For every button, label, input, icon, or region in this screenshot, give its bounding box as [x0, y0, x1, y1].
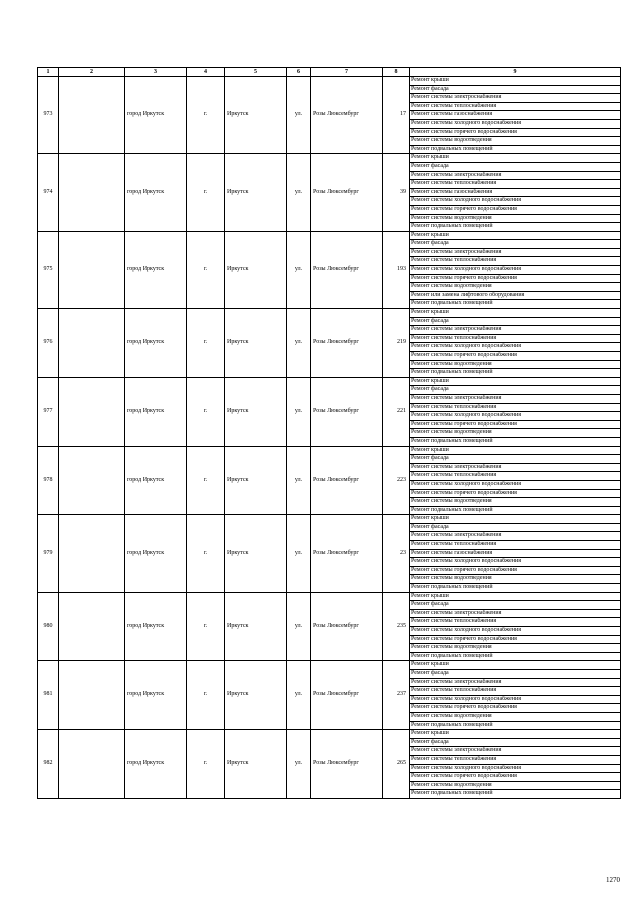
row-number: 975: [38, 231, 59, 308]
municipality-cell: [59, 730, 125, 799]
work-item: Ремонт системы электроснабжения: [410, 532, 621, 541]
work-item: Ремонт системы холодного водоснабжения: [410, 695, 621, 704]
city-cell: Иркутск: [225, 446, 287, 515]
municipality-cell: [59, 154, 125, 231]
street-type-cell: ул.: [287, 231, 311, 308]
work-item: Ремонт системы холодного водоснабжения: [410, 119, 621, 128]
header-cell: 7: [311, 68, 383, 77]
work-item: Ремонт системы газоснабжения: [410, 111, 621, 120]
work-item: Ремонт крыши: [410, 309, 621, 318]
work-item: Ремонт системы электроснабжения: [410, 94, 621, 103]
work-item: Ремонт подвальных помещений: [410, 506, 621, 515]
work-item: Ремонт системы теплоснабжения: [410, 334, 621, 343]
settlement-cell: город Иркутск: [125, 446, 187, 515]
street-cell: Розы Люксембург: [311, 77, 383, 154]
street-type-cell: ул.: [287, 730, 311, 799]
work-item: Ремонт системы холодного водоснабжения: [410, 266, 621, 275]
work-item: Ремонт системы холодного водоснабжения: [410, 343, 621, 352]
city-cell: Иркутск: [225, 309, 287, 378]
work-item: Ремонт системы электроснабжения: [410, 463, 621, 472]
table-row: [38, 231, 621, 240]
work-item: Ремонт фасада: [410, 523, 621, 532]
work-item: Ремонт системы холодного водоснабжения: [410, 558, 621, 567]
locality-type-cell: г.: [187, 446, 225, 515]
header-cell: 6: [287, 68, 311, 77]
work-item: Ремонт системы газоснабжения: [410, 549, 621, 558]
table-row: [38, 309, 621, 318]
work-item: Ремонт системы теплоснабжения: [410, 257, 621, 266]
table-row: [38, 154, 621, 163]
work-item: Ремонт подвальных помещений: [410, 145, 621, 154]
city-cell: Иркутск: [225, 231, 287, 308]
work-item: Ремонт системы холодного водоснабжения: [410, 412, 621, 421]
work-item: Ремонт системы холодного водоснабжения: [410, 627, 621, 636]
page-number: 1270: [606, 876, 620, 884]
row-number: 979: [38, 515, 59, 592]
city-cell: Иркутск: [225, 661, 287, 730]
work-item: Ремонт фасада: [410, 386, 621, 395]
work-item: Ремонт фасада: [410, 455, 621, 464]
street-type-cell: ул.: [287, 309, 311, 378]
row-number: 974: [38, 154, 59, 231]
work-item: Ремонт или замена лифтового оборудования: [410, 291, 621, 300]
work-item: Ремонт подвальных помещений: [410, 300, 621, 309]
work-item: Ремонт системы электроснабжения: [410, 394, 621, 403]
work-item: Ремонт системы горячего водоснабжения: [410, 635, 621, 644]
work-item: Ремонт системы водоотведения: [410, 712, 621, 721]
municipality-cell: [59, 515, 125, 592]
work-item: Ремонт крыши: [410, 377, 621, 386]
work-item: Ремонт системы горячего водоснабжения: [410, 128, 621, 137]
street-type-cell: ул.: [287, 515, 311, 592]
work-item: Ремонт системы электроснабжения: [410, 326, 621, 335]
municipality-cell: [59, 309, 125, 378]
table-row: [38, 661, 621, 670]
street-cell: Розы Люксембург: [311, 515, 383, 592]
house-number-cell: 235: [383, 592, 410, 661]
street-type-cell: ул.: [287, 446, 311, 515]
locality-type-cell: г.: [187, 309, 225, 378]
settlement-cell: город Иркутск: [125, 154, 187, 231]
work-item: Ремонт подвальных помещений: [410, 652, 621, 661]
repair-program-table: [37, 67, 621, 799]
street-cell: Розы Люксембург: [311, 231, 383, 308]
street-cell: Розы Люксембург: [311, 730, 383, 799]
house-number-cell: 193: [383, 231, 410, 308]
municipality-cell: [59, 592, 125, 661]
settlement-cell: город Иркутск: [125, 730, 187, 799]
street-type-cell: ул.: [287, 77, 311, 154]
work-item: Ремонт системы электроснабжения: [410, 171, 621, 180]
settlement-cell: город Иркутск: [125, 77, 187, 154]
city-cell: Иркутск: [225, 730, 287, 799]
work-item: Ремонт системы горячего водоснабжения: [410, 773, 621, 782]
city-cell: Иркутск: [225, 592, 287, 661]
work-item: Ремонт системы горячего водоснабжения: [410, 352, 621, 361]
row-number: 978: [38, 446, 59, 515]
work-item: Ремонт фасада: [410, 317, 621, 326]
row-number: 982: [38, 730, 59, 799]
row-number: 981: [38, 661, 59, 730]
municipality-cell: [59, 446, 125, 515]
work-item: Ремонт системы горячего водоснабжения: [410, 566, 621, 575]
work-item: Ремонт крыши: [410, 446, 621, 455]
work-item: Ремонт фасада: [410, 601, 621, 610]
work-item: Ремонт подвальных помещений: [410, 369, 621, 378]
settlement-cell: город Иркутск: [125, 661, 187, 730]
work-item: Ремонт системы водоотведения: [410, 137, 621, 146]
city-cell: Иркутск: [225, 154, 287, 231]
municipality-cell: [59, 231, 125, 308]
house-number-cell: 17: [383, 77, 410, 154]
work-item: Ремонт системы теплоснабжения: [410, 102, 621, 111]
header-cell: 4: [187, 68, 225, 77]
street-cell: Розы Люксембург: [311, 309, 383, 378]
work-item: Ремонт крыши: [410, 77, 621, 86]
locality-type-cell: г.: [187, 377, 225, 446]
table-row: [38, 730, 621, 739]
house-number-cell: 223: [383, 446, 410, 515]
city-cell: Иркутск: [225, 77, 287, 154]
work-item: Ремонт системы теплоснабжения: [410, 541, 621, 550]
settlement-cell: город Иркутск: [125, 231, 187, 308]
work-item: Ремонт системы холодного водоснабжения: [410, 197, 621, 206]
street-cell: Розы Люксембург: [311, 661, 383, 730]
row-number: 977: [38, 377, 59, 446]
work-item: Ремонт системы горячего водоснабжения: [410, 489, 621, 498]
work-item: Ремонт фасада: [410, 669, 621, 678]
locality-type-cell: г.: [187, 661, 225, 730]
work-item: Ремонт подвальных помещений: [410, 721, 621, 730]
work-item: Ремонт системы электроснабжения: [410, 609, 621, 618]
settlement-cell: город Иркутск: [125, 515, 187, 592]
locality-type-cell: г.: [187, 231, 225, 308]
work-item: Ремонт системы холодного водоснабжения: [410, 480, 621, 489]
work-item: Ремонт системы холодного водоснабжения: [410, 764, 621, 773]
work-item: Ремонт системы теплоснабжения: [410, 618, 621, 627]
street-type-cell: ул.: [287, 154, 311, 231]
table-row: [38, 377, 621, 386]
work-item: Ремонт крыши: [410, 231, 621, 240]
table-row: [38, 515, 621, 524]
locality-type-cell: г.: [187, 730, 225, 799]
street-cell: Розы Люксембург: [311, 446, 383, 515]
work-item: Ремонт подвальных помещений: [410, 790, 621, 799]
municipality-cell: [59, 77, 125, 154]
work-item: Ремонт системы теплоснабжения: [410, 687, 621, 696]
city-cell: Иркутск: [225, 377, 287, 446]
row-number: 973: [38, 77, 59, 154]
work-item: Ремонт системы теплоснабжения: [410, 755, 621, 764]
work-item: Ремонт крыши: [410, 730, 621, 739]
work-item: Ремонт системы электроснабжения: [410, 747, 621, 756]
work-item: Ремонт крыши: [410, 515, 621, 524]
street-type-cell: ул.: [287, 661, 311, 730]
work-item: Ремонт системы горячего водоснабжения: [410, 420, 621, 429]
work-item: Ремонт системы водоотведения: [410, 283, 621, 292]
work-item: Ремонт системы водоотведения: [410, 644, 621, 653]
municipality-cell: [59, 377, 125, 446]
locality-type-cell: г.: [187, 154, 225, 231]
house-number-cell: 265: [383, 730, 410, 799]
header-row: [38, 68, 621, 77]
work-item: Ремонт системы водоотведения: [410, 360, 621, 369]
work-item: Ремонт системы горячего водоснабжения: [410, 274, 621, 283]
work-item: Ремонт подвальных помещений: [410, 584, 621, 593]
work-item: Ремонт системы электроснабжения: [410, 678, 621, 687]
house-number-cell: 219: [383, 309, 410, 378]
header-cell: 1: [38, 68, 59, 77]
street-type-cell: ул.: [287, 592, 311, 661]
header-cell: 5: [225, 68, 287, 77]
settlement-cell: город Иркутск: [125, 377, 187, 446]
work-item: Ремонт системы водоотведения: [410, 429, 621, 438]
work-item: Ремонт системы водоотведения: [410, 214, 621, 223]
municipality-cell: [59, 661, 125, 730]
house-number-cell: 23: [383, 515, 410, 592]
work-item: Ремонт крыши: [410, 592, 621, 601]
settlement-cell: город Иркутск: [125, 309, 187, 378]
table-row: [38, 446, 621, 455]
work-item: Ремонт подвальных помещений: [410, 437, 621, 446]
table-row: [38, 592, 621, 601]
locality-type-cell: г.: [187, 592, 225, 661]
work-item: Ремонт системы теплоснабжения: [410, 472, 621, 481]
street-cell: Розы Люксембург: [311, 377, 383, 446]
work-item: Ремонт фасада: [410, 162, 621, 171]
locality-type-cell: г.: [187, 515, 225, 592]
work-item: Ремонт крыши: [410, 661, 621, 670]
locality-type-cell: г.: [187, 77, 225, 154]
table-body: [38, 77, 621, 799]
city-cell: Иркутск: [225, 515, 287, 592]
work-item: Ремонт крыши: [410, 154, 621, 163]
street-cell: Розы Люксембург: [311, 592, 383, 661]
work-item: Ремонт фасада: [410, 738, 621, 747]
house-number-cell: 39: [383, 154, 410, 231]
header-cell: 9: [410, 68, 621, 77]
work-item: Ремонт системы электроснабжения: [410, 248, 621, 257]
row-number: 976: [38, 309, 59, 378]
work-item: Ремонт фасада: [410, 85, 621, 94]
work-item: Ремонт системы водоотведения: [410, 781, 621, 790]
work-item: Ремонт подвальных помещений: [410, 223, 621, 232]
street-cell: Розы Люксембург: [311, 154, 383, 231]
house-number-cell: 221: [383, 377, 410, 446]
work-item: Ремонт системы газоснабжения: [410, 188, 621, 197]
settlement-cell: город Иркутск: [125, 592, 187, 661]
work-item: Ремонт системы теплоснабжения: [410, 180, 621, 189]
work-item: Ремонт системы водоотведения: [410, 498, 621, 507]
work-item: Ремонт системы горячего водоснабжения: [410, 704, 621, 713]
table-row: [38, 77, 621, 86]
work-item: Ремонт системы горячего водоснабжения: [410, 205, 621, 214]
work-item: Ремонт фасада: [410, 240, 621, 249]
header-cell: 3: [125, 68, 187, 77]
header-cell: 8: [383, 68, 410, 77]
street-type-cell: ул.: [287, 377, 311, 446]
work-item: Ремонт системы теплоснабжения: [410, 403, 621, 412]
work-item: Ремонт системы водоотведения: [410, 575, 621, 584]
header-cell: 2: [59, 68, 125, 77]
house-number-cell: 237: [383, 661, 410, 730]
row-number: 980: [38, 592, 59, 661]
